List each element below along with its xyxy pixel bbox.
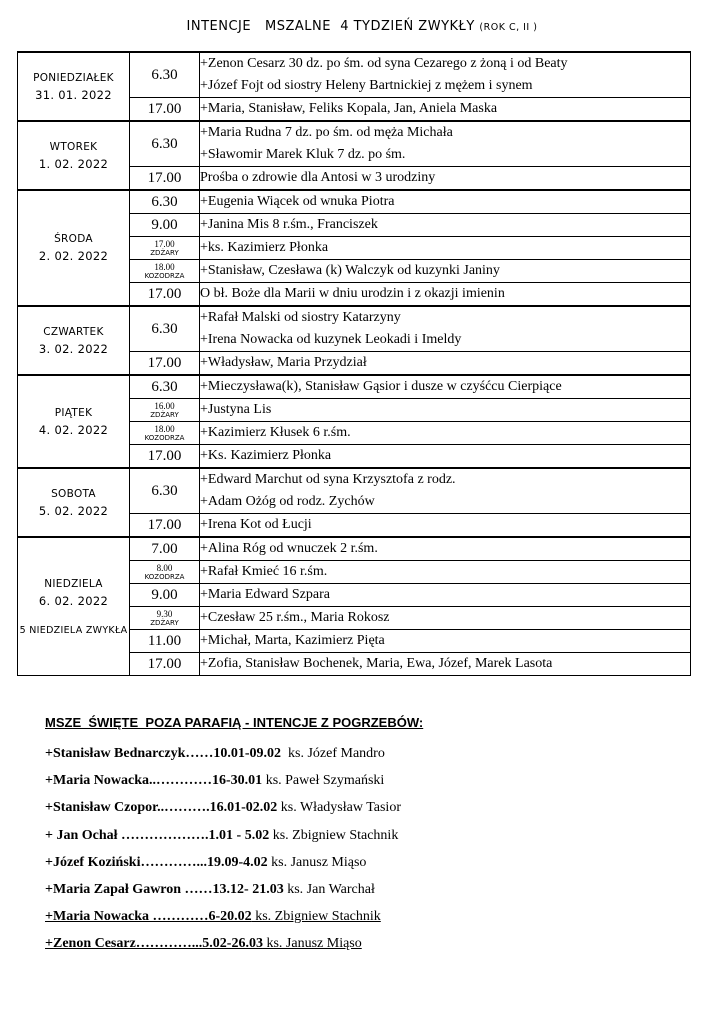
intention-text: +Czesław 25 r.śm., Maria Rokosz bbox=[200, 610, 390, 625]
outside-intention-deceased: +Zenon Cesarz…………...5.02-26.03 bbox=[45, 936, 263, 952]
outside-intention-deceased: + Jan Ochał ……………….1.01 - 5.02 bbox=[45, 827, 270, 843]
mass-time-cell bbox=[130, 167, 200, 191]
day-cell bbox=[18, 190, 130, 306]
mass-time-cell bbox=[130, 468, 200, 514]
outside-parish-list bbox=[45, 744, 401, 962]
mass-time-cell bbox=[130, 514, 200, 538]
outside-intention-deceased: +Józef Koziński…………...19.09-4.02 bbox=[45, 854, 268, 870]
outside-intention-priest: ks. Józef Mandro bbox=[281, 746, 385, 761]
intention-text: +Stanisław, Czesława (k) Walczyk od kuzynki Janiny bbox=[200, 263, 500, 278]
mass-time-cell bbox=[130, 214, 200, 237]
mass-time: 9.00 bbox=[151, 216, 178, 233]
mass-time: 17.00 bbox=[154, 239, 175, 249]
outside-intention-deceased: +Maria Nowacka …………6-20.02 bbox=[45, 909, 252, 925]
mass-time-cell bbox=[130, 352, 200, 376]
intention-cell bbox=[200, 584, 691, 607]
intention-cell bbox=[200, 121, 691, 167]
mass-time: 16.00 bbox=[154, 401, 175, 411]
intention-text: +Kazimierz Kłusek 6 r.śm. bbox=[200, 425, 351, 440]
day-note: 5 NIEDZIELA ZWYKŁA bbox=[19, 624, 128, 636]
intention-text: Prośba o zdrowie dla Antosi w 3 urodziny bbox=[200, 170, 436, 185]
mass-time-cell bbox=[130, 630, 200, 653]
intention-cell bbox=[200, 607, 691, 630]
mass-time-cell bbox=[130, 190, 200, 214]
mass-row bbox=[18, 375, 691, 399]
intention-text: +Zenon Cesarz 30 dz. po śm. od syna Cezarego z żoną i od Beaty bbox=[200, 56, 568, 71]
mass-time: 6.30 bbox=[151, 193, 178, 210]
intention-cell bbox=[200, 306, 691, 352]
outside-intention-deceased: +Maria Nowacka..…………16-30.01 bbox=[45, 773, 263, 789]
day-cell bbox=[18, 52, 130, 121]
outside-intention-item bbox=[45, 744, 401, 771]
intention-text: +ks. Kazimierz Płonka bbox=[200, 240, 329, 255]
mass-location: KOZODRZA bbox=[144, 272, 185, 280]
mass-time-cell bbox=[130, 653, 200, 676]
mass-time-cell bbox=[130, 52, 200, 98]
intention-cell bbox=[200, 422, 691, 445]
intention-text: +Maria Edward Szpara bbox=[200, 587, 330, 602]
day-name: CZWARTEK bbox=[43, 325, 104, 338]
intention-cell bbox=[200, 445, 691, 469]
mass-time: 18.00 bbox=[154, 424, 175, 434]
mass-row bbox=[18, 190, 691, 214]
mass-time: 18.00 bbox=[154, 262, 175, 272]
mass-time-cell bbox=[130, 121, 200, 167]
day-name: PIĄTEK bbox=[54, 406, 93, 419]
outside-parish-heading: MSZE ŚWIĘTE POZA PARAFIĄ - INTENCJE Z POGRZEBÓW: bbox=[45, 715, 424, 730]
mass-time: 7.00 bbox=[151, 540, 178, 557]
mass-time: 6.30 bbox=[151, 482, 178, 499]
intention-cell bbox=[200, 237, 691, 260]
page-title-main: INTENCJE MSZALNE 4 TYDZIEŃ ZWYKŁY bbox=[186, 19, 480, 34]
outside-intention-item bbox=[45, 907, 401, 934]
day-cell bbox=[18, 121, 130, 190]
mass-time: 9.00 bbox=[151, 586, 178, 603]
intention-text: +Maria Rudna 7 dz. po śm. od męża Michała bbox=[200, 125, 453, 140]
outside-intention-item bbox=[45, 880, 401, 907]
outside-intention-priest: ks. Władysław Tasior bbox=[277, 800, 401, 816]
day-name: ŚRODA bbox=[54, 233, 93, 245]
mass-time-cell bbox=[130, 306, 200, 352]
intention-cell bbox=[200, 283, 691, 307]
mass-time-cell bbox=[130, 607, 200, 630]
intention-cell bbox=[200, 653, 691, 676]
day-name: WTOREK bbox=[49, 140, 98, 153]
intention-cell bbox=[200, 352, 691, 376]
intention-text: +Rafał Kmieć 16 r.śm. bbox=[200, 564, 328, 579]
day-cell bbox=[18, 468, 130, 537]
mass-time: 6.30 bbox=[151, 378, 178, 395]
intention-cell bbox=[200, 52, 691, 98]
day-date: 4. 02. 2022 bbox=[38, 422, 109, 437]
outside-intention-priest: ks. Janusz Miąso bbox=[262, 936, 362, 952]
intention-text: +Janina Mis 8 r.śm., Franciszek bbox=[200, 217, 378, 232]
mass-time: 6.30 bbox=[151, 135, 178, 152]
day-date: 31. 01. 2022 bbox=[35, 87, 112, 102]
intention-cell bbox=[200, 98, 691, 122]
mass-location: KOZODRZA bbox=[144, 434, 185, 442]
mass-time: 17.00 bbox=[147, 285, 182, 302]
mass-time: 17.00 bbox=[147, 100, 182, 117]
day-date: 5. 02. 2022 bbox=[38, 503, 109, 518]
mass-time-cell bbox=[130, 561, 200, 584]
day-name: NIEDZIELA bbox=[44, 577, 103, 590]
intention-text: +Rafał Malski od siostry Katarzyny bbox=[200, 310, 401, 325]
mass-time: 17.00 bbox=[147, 516, 182, 533]
mass-time-cell bbox=[130, 375, 200, 399]
intention-cell bbox=[200, 260, 691, 283]
mass-row bbox=[18, 468, 691, 514]
outside-intention-item bbox=[45, 771, 401, 798]
mass-time-cell bbox=[130, 283, 200, 307]
mass-time: 8.00 bbox=[156, 563, 173, 573]
intention-cell bbox=[200, 630, 691, 653]
intention-cell bbox=[200, 399, 691, 422]
mass-time-cell bbox=[130, 537, 200, 561]
day-cell bbox=[18, 306, 130, 375]
mass-location: KOZODRZA bbox=[144, 573, 185, 581]
outside-intention-item bbox=[45, 798, 401, 825]
intention-text: +Zofia, Stanisław Bochenek, Maria, Ewa, Józef, Marek Lasota bbox=[200, 656, 553, 671]
outside-intention-item bbox=[45, 826, 401, 853]
mass-time-cell bbox=[130, 399, 200, 422]
day-name: SOBOTA bbox=[51, 487, 96, 500]
outside-intention-item bbox=[45, 853, 401, 880]
outside-intention-priest: ks. Janusz Miąso bbox=[267, 854, 367, 870]
day-date: 1. 02. 2022 bbox=[38, 156, 109, 171]
outside-intention-deceased: +Stanisław Bednarczyk……10.01-09.02 bbox=[45, 746, 282, 761]
day-date: 6. 02. 2022 bbox=[38, 593, 109, 608]
intention-cell bbox=[200, 190, 691, 214]
page-title-suffix: (ROK C, II ) bbox=[479, 22, 538, 33]
mass-time: 17.00 bbox=[147, 354, 182, 371]
mass-row bbox=[18, 52, 691, 98]
intention-text: +Justyna Lis bbox=[200, 402, 272, 417]
intention-text: +Michał, Marta, Kazimierz Pięta bbox=[200, 633, 385, 648]
mass-location: ZDŻARY bbox=[150, 249, 179, 257]
mass-intentions-table bbox=[17, 51, 691, 676]
intention-text: +Sławomir Marek Kluk 7 dz. po śm. bbox=[200, 147, 406, 162]
outside-intention-priest: ks. Zbigniew Stachnik bbox=[251, 909, 381, 925]
intention-text: +Irena Nowacka od kuzynek Leokadi i Imeldy bbox=[200, 332, 462, 347]
mass-time-cell bbox=[130, 237, 200, 260]
outside-intention-priest: ks. Jan Warchał bbox=[283, 881, 375, 897]
outside-intention-deceased: +Maria Zapał Gawron ……13.12- 21.03 bbox=[45, 881, 284, 897]
mass-time-cell bbox=[130, 98, 200, 122]
intention-cell bbox=[200, 561, 691, 584]
mass-row bbox=[18, 537, 691, 561]
intention-text: +Mieczysława(k), Stanisław Gąsior i dusze w czyśćcu Cierpiące bbox=[200, 379, 562, 394]
day-cell bbox=[18, 375, 130, 468]
mass-time: 17.00 bbox=[147, 169, 182, 186]
mass-time: 6.30 bbox=[151, 320, 178, 337]
mass-time: 17.00 bbox=[147, 447, 182, 464]
intention-text: +Irena Kot od Łucji bbox=[200, 517, 312, 532]
mass-time-cell bbox=[130, 584, 200, 607]
intention-text: +Władysław, Maria Przydział bbox=[200, 355, 367, 370]
day-name: PONIEDZIAŁEK bbox=[33, 71, 114, 84]
intention-text: +Edward Marchut od syna Krzysztofa z rodz. bbox=[200, 472, 456, 487]
day-date: 2. 02. 2022 bbox=[38, 249, 109, 263]
mass-time-cell bbox=[130, 445, 200, 469]
intention-text: +Adam Ożóg od rodz. Zychów bbox=[200, 494, 375, 509]
outside-intention-priest: ks. Zbigniew Stachnik bbox=[269, 827, 399, 843]
outside-intention-item bbox=[45, 934, 401, 961]
outside-intention-deceased: +Stanisław Czopor..……….16.01-02.02 bbox=[45, 800, 278, 816]
day-date: 3. 02. 2022 bbox=[38, 341, 109, 356]
mass-location: ZDŻARY bbox=[150, 619, 179, 627]
intention-text: +Ks. Kazimierz Płonka bbox=[200, 448, 332, 463]
mass-time: 11.00 bbox=[147, 632, 182, 649]
intention-text: O bł. Boże dla Marii w dniu urodzin i z okazji imienin bbox=[200, 286, 505, 301]
intention-text: +Józef Fojt od siostry Heleny Bartnickiej z mężem i synem bbox=[200, 78, 533, 93]
mass-row bbox=[18, 306, 691, 352]
mass-time-cell bbox=[130, 422, 200, 445]
mass-time: 9.30 bbox=[156, 609, 173, 619]
intention-cell bbox=[200, 537, 691, 561]
intention-text: +Eugenia Wiącek od wnuka Piotra bbox=[200, 194, 395, 209]
intention-cell bbox=[200, 375, 691, 399]
mass-location: ZDŻARY bbox=[150, 411, 179, 419]
page-title bbox=[0, 19, 724, 34]
intention-text: +Alina Róg od wnuczek 2 r.śm. bbox=[200, 541, 378, 556]
mass-time: 6.30 bbox=[151, 66, 178, 83]
intention-cell bbox=[200, 167, 691, 191]
intention-cell bbox=[200, 214, 691, 237]
intention-cell bbox=[200, 468, 691, 514]
outside-intention-priest: ks. Paweł Szymański bbox=[262, 773, 385, 789]
intention-cell bbox=[200, 514, 691, 538]
mass-time: 17.00 bbox=[147, 655, 182, 672]
day-cell bbox=[18, 537, 130, 676]
intention-text: +Maria, Stanisław, Feliks Kopala, Jan, Aniela Maska bbox=[200, 101, 498, 116]
mass-row bbox=[18, 121, 691, 167]
mass-time-cell bbox=[130, 260, 200, 283]
